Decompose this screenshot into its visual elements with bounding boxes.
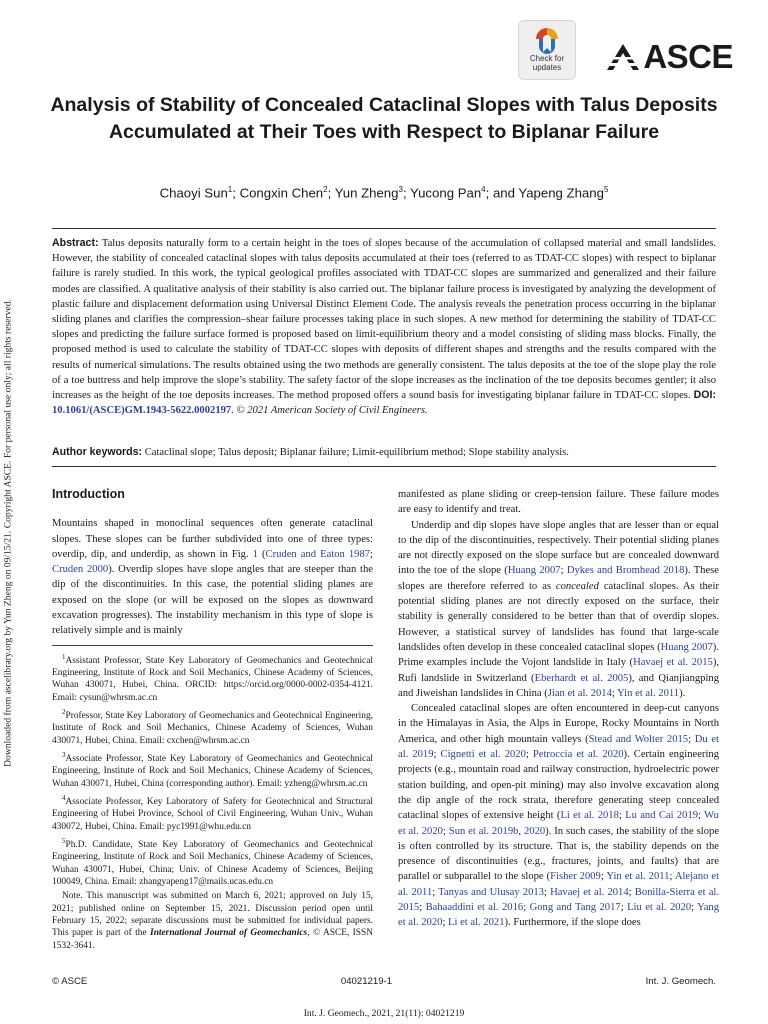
footnote-text: Professor, State Key Laboratory of Geomechanics and Geotechnical Engineering, Institute of Rock and Soil Mechanics, Chinese Academy of Sciences, Wuhan 430071, Hubei, China. Email: cxchen@whrsm.ac.cn (52, 711, 373, 746)
journal-name: International Journal of Geomechanics (150, 928, 308, 939)
reference-link[interactable]: Sun et al. 2019b (448, 825, 519, 837)
footnote-number: 1 (62, 652, 66, 661)
paragraph-text: ; (611, 687, 618, 699)
author-separator: ; (232, 185, 240, 201)
author-name: Congxin Chen (239, 185, 324, 201)
affiliation-footnote (52, 835, 373, 888)
reference-link[interactable]: Li et al. 2018 (560, 810, 619, 822)
paragraph-text: ( (257, 548, 266, 560)
reference-link[interactable]: Bahaaddini et al. 2016 (425, 902, 524, 914)
footnote-text: Assistant Professor, State Key Laboratory of Geomechanics and Geotechnical Engineering, Institute of Rock and Soil Mechanics, Chinese Academy of Sciences, Wuhan 430071, Hubei, China. ORCID: https://orcid.org/0000-0002-0354-4121. Email: cysun@whrsm.ac.cn (52, 655, 373, 703)
paragraph-underdip (398, 518, 719, 702)
paragraph-text: ; (442, 825, 449, 837)
author-name: Yapeng Zhang (518, 185, 604, 201)
footnote-text: Associate Professor, Key Laboratory of Safety for Geotechnical and Structural Engineering of Hubei Province, School of Civil Engineering, Wuhan Univ., Wuhan 430072, Hubei, China. Email: pyc1991@whu.edu.cn (52, 797, 373, 832)
author-name: Yun Zheng (334, 185, 399, 201)
paragraph-text: ; (419, 902, 426, 914)
author-affiliation-number: 3 (398, 185, 403, 194)
reference-link[interactable]: Huang 2007 (507, 565, 561, 577)
paragraph-text: ). These slopes are therefore referred to as (398, 565, 719, 592)
footnote-number: 5 (62, 837, 66, 846)
reference-link[interactable]: Du et al. 2019 (398, 733, 719, 761)
reference-link[interactable]: Yang et al. 2020 (398, 902, 720, 929)
author-affiliation-number: 2 (323, 185, 328, 194)
publisher-name: ASCE (643, 38, 733, 75)
affiliation-footnote (52, 706, 373, 747)
paragraph-text: ). Overdip slopes have slope angles that are steeper than the dip of the discontinuities. In this case, the potential sliding planes are exposed on the slope (or will be exposed on the slopes as downward excavation progresses). The instability mechanism in this type of slope is relatively simple and is mainly (52, 564, 373, 637)
abstract-label: Abstract: (52, 237, 99, 249)
header-rule (52, 228, 716, 229)
check-for-updates-badge[interactable] (518, 20, 576, 80)
section-heading: Introduction (52, 487, 125, 501)
paragraph-text: ; (543, 886, 551, 898)
paragraph-text: cataclinal slopes. As their potential sliding planes are not directly exposed on the surface, their stability is generally considered to be better than that of overdip slopes. However, a statistical survey of landslides has found that large-scale landslides often develop in these concealed cataclinal slopes ( (398, 580, 719, 653)
paragraph-text: ). Certain engineering projects (e.g., mountain road and railway construction, hydroelectric power station building, and open-pit mining) may also involve excavation along the dip angle of the rock strata, therefore generating steep concealed cataclinal slopes of extensive height ( (398, 749, 719, 822)
author-affiliation-number: 4 (481, 185, 486, 194)
author-separator: ; (327, 185, 335, 201)
paragraph-text: manifested as plane sliding or creep-tension failure. These failure modes are easy to identify and treat. (398, 489, 719, 516)
author-affiliation-number: 1 (227, 185, 233, 194)
manuscript-note (52, 890, 373, 951)
page-footer (52, 976, 716, 987)
reference-link[interactable]: Yin et al. 2011 (617, 687, 680, 699)
paragraph-canyons (398, 701, 719, 930)
download-notice-text: Downloaded from ascelibrary.org by Yun Zheng on 09/15/21. Copyright ASCE. For personal use only; all rights reserved. (2, 299, 14, 767)
reference-link[interactable]: Lu and Cai 2019 (625, 810, 699, 822)
paragraph-text: ; (432, 886, 439, 898)
paragraph-text: ; (600, 871, 607, 883)
paragraph-text: ). Furthermore, if the slope does (504, 917, 641, 929)
keywords-label: Author keywords: (52, 446, 143, 458)
paragraph-text: ). Prime examples include the Vojont landslide in Italy ( (398, 641, 719, 669)
affiliation-footnote (52, 651, 373, 704)
reference-link[interactable]: Fisher 2009 (550, 871, 601, 883)
footnote-rule (52, 645, 373, 646)
reference-link[interactable]: Cruden and Eaton 1987 (265, 548, 371, 560)
paragraph-text: ; (442, 917, 449, 929)
paragraph-text: ; (523, 902, 530, 914)
author-separator: ; and (485, 185, 519, 201)
check-for-updates-line2: updates (532, 63, 562, 72)
author-list (30, 185, 738, 200)
paragraph-text: ; (688, 733, 695, 745)
doi-link[interactable]: 10.1061/(ASCE)GM.1943-5622.0002197 (52, 405, 232, 417)
paragraph-text: , (518, 825, 524, 837)
reference-link[interactable]: Bonilla-Sierra et al. 2015 (398, 886, 720, 914)
reference-link[interactable]: Cruden 2000 (52, 564, 109, 576)
footer-article-number: 04021219-1 (340, 976, 393, 987)
paragraph-text: ; (628, 886, 635, 898)
reference-link[interactable]: Li et al. 2021 (448, 917, 505, 929)
paragraph-text: ; (370, 548, 373, 560)
footnote-number: 2 (62, 707, 66, 716)
paragraph-text: ). In such cases, the stability of the slope is often controlled by its structure. That is, the stability depends on the presence of discontinuities (e.g., fractures, joints, and faults) that are parallel or subparallel to the slope ( (398, 825, 720, 883)
right-column (398, 487, 719, 931)
reference-link[interactable]: Stead and Wolter 2015 (588, 733, 689, 745)
footnote-number: 3 (62, 751, 66, 759)
reference-link[interactable]: Petroccia et al. 2020 (532, 749, 624, 761)
copyright-notice: . © 2021 American Society of Civil Engineers. (231, 405, 428, 417)
author-affiliation-number: 5 (603, 185, 609, 194)
note-text: Note. This manuscript was submitted on March 6, 2021; approved on July 15, 2021; published online on September 15, 2021. Discussion period open until February 15, 2022; separate discussions must be submitted for individual papers. This paper is part of the (52, 891, 373, 939)
reference-link[interactable]: Havaej et al. 2015 (633, 657, 713, 669)
paragraph-text: ; (698, 810, 705, 822)
publisher-logo (605, 38, 733, 76)
reference-link[interactable]: Huang 2007 (660, 641, 713, 653)
paragraph-text: ; (560, 565, 567, 577)
paragraph-text: ; (433, 749, 441, 761)
footer-journal: Int. J. Geomech. (645, 976, 716, 987)
bottom-citation: Int. J. Geomech., 2021, 21(11): 04021219 (303, 1008, 465, 1019)
author-keywords (52, 446, 716, 458)
check-for-updates-line1: Check for (529, 54, 565, 63)
author-name: Yucong Pan (410, 185, 482, 201)
paragraph-text: ; (525, 749, 533, 761)
crossmark-icon (534, 26, 560, 54)
reference-link[interactable]: Cignetti et al. 2020 (440, 749, 526, 761)
reference-link[interactable]: Liu et al. 2020 (627, 902, 692, 914)
reference-link[interactable]: Tanyas and Ulusay 2013 (438, 886, 544, 898)
affiliation-footnote (52, 792, 373, 833)
reference-link[interactable]: Yin et al. 2011 (606, 871, 670, 883)
reference-link[interactable]: 2020 (523, 825, 546, 837)
footnote-text: Associate Professor, State Key Laboratory of Geomechanics and Geotechnical Engineering, Institute of Rock and Soil Mechanics, Chinese Academy of Sciences, Wuhan 430071, Hubei, China (corresponding author). Email: yzheng@whrsm.ac.cn (52, 754, 373, 789)
abstract (52, 236, 716, 418)
paragraph-text: ; (691, 902, 698, 914)
paragraph-text: ), and Qianjiangping and Jiweishan landslides in China ( (398, 672, 719, 699)
paragraph-continued (398, 487, 719, 518)
reference-link[interactable]: Gong and Tang 2017 (529, 902, 621, 914)
doi-label: DOI: (693, 389, 716, 402)
asce-logo-icon (605, 42, 641, 72)
paragraph-text: Underdip and dip slopes have slope angles that are lesser than or equal to the dip of the discontinuities, respectively. Their potential sliding planes are not directly exposed on the slope surface but are concealed downward into the toe of the slope ( (398, 519, 719, 577)
paragraph-text: concealed (555, 580, 599, 592)
paragraph-text: Concealed cataclinal slopes are often encountered in deep-cut canyons in the Himalayas in Asia, the Alps in Europe, Rocky Mountains in North America, and other high mountain valleys ( (398, 703, 719, 745)
keywords-text: Cataclinal slope; Talus deposit; Biplanar failure; Limit-equilibrium method; Slope stability analysis. (142, 447, 569, 458)
paragraph-text: Mountains shaped in monoclinal sequences often generate cataclinal slopes. These slopes can be further subdivided into one of three types: overdip, dip, and underdip, as shown in Fig. (52, 518, 373, 560)
intro-paragraph (52, 516, 373, 638)
paper-title: Analysis of Stability of Concealed Cataclinal Slopes with Talus Deposits Accumulated at Their Toes with Respect to Biplanar Failure (50, 94, 718, 143)
abstract-text: Talus deposits naturally form to a certain height in the toes of slopes because of the accumulation of collapsed material and small landslides. However, the stability of concealed cataclinal slopes with talus deposits accumulated at their toes (referred to as TDAT-CC slopes) with respect to biplanar failure is rarely studied. In this work, the typical geological profiles associated with TDAT-CC slopes are summarized and generalized and their failure modes are classified. A qualitative analysis of their stability is also carried out. The biplanar failure process is investigated by analyzing the development of plastic failure and displacement deformation using Universal Distinct Element Code. The analysis reveals the penetration process occurring in the biplanar sliding planes and clarifies the compression–shear failure processes taking place in such slopes. A new method for determining the stability of TDAT-CC slopes and predicting the failure surface formed is proposed based on limit-equilibrium theory and a model consisting of sliding mass blocks. Finally, the proposed method is used to calculate the stability of TDAT-CC slopes with deposits of different shapes and strengths and the results compared with the results of numerical simulations. The results obtained using the two methods are generally consistent. The talus deposits at the toe of the slope play the role of a toe buttress and help improve the slope’s stability. The safety factor of the slope increases as the inclination of the toe deposits becomes gentler; it also increases as the height of the toe deposits increases. The method proposed offers a sound basis for investigating biplanar failure in TDAT-CC slopes. (52, 238, 716, 402)
reference-link[interactable]: Wu et al. 2020 (398, 810, 719, 837)
reference-link[interactable]: Alejano et al. 2011 (398, 871, 720, 898)
abstract-rule (52, 466, 716, 467)
author-separator: ; (402, 185, 411, 201)
paragraph-text: ; (620, 902, 628, 914)
paragraph-text: ; (618, 810, 626, 822)
paragraph-text: ). (679, 687, 686, 699)
note-issn: , © ASCE, ISSN 1532-3641. (52, 928, 373, 951)
footnote-number: 4 (62, 794, 66, 803)
affiliation-footnote (52, 749, 373, 790)
reference-link[interactable]: Dykes and Bromhead 2018 (566, 565, 685, 577)
footnotes (52, 651, 373, 889)
reference-link[interactable]: Jian et al. 2014 (547, 687, 612, 699)
reference-link[interactable]: Havaej et al. 2014 (550, 886, 629, 898)
reference-link[interactable]: 1 (252, 548, 258, 560)
paragraph-text: ; (669, 871, 675, 883)
footer-copyright: © ASCE (52, 976, 88, 987)
paragraph-text: ), Rufi landslide in Switzerland ( (398, 657, 719, 684)
reference-link[interactable]: Eberhardt et al. 2005 (534, 672, 629, 684)
footnote-text: Ph.D. Candidate, State Key Laboratory of Geomechanics and Geotechnical Engineering, Institute of Rock and Soil Mechanics, Chinese Academy of Sciences, Wuhan 430071, Hubei, China; Univ. of Chinese Academy of Sciences, Beijing 100049, China. Email: zhangyapeng17@mails.ucas.edu.cn (52, 840, 373, 888)
author-name: Chaoyi Sun (159, 185, 228, 201)
left-column (52, 487, 373, 954)
download-notice-sidebar (0, 238, 17, 828)
